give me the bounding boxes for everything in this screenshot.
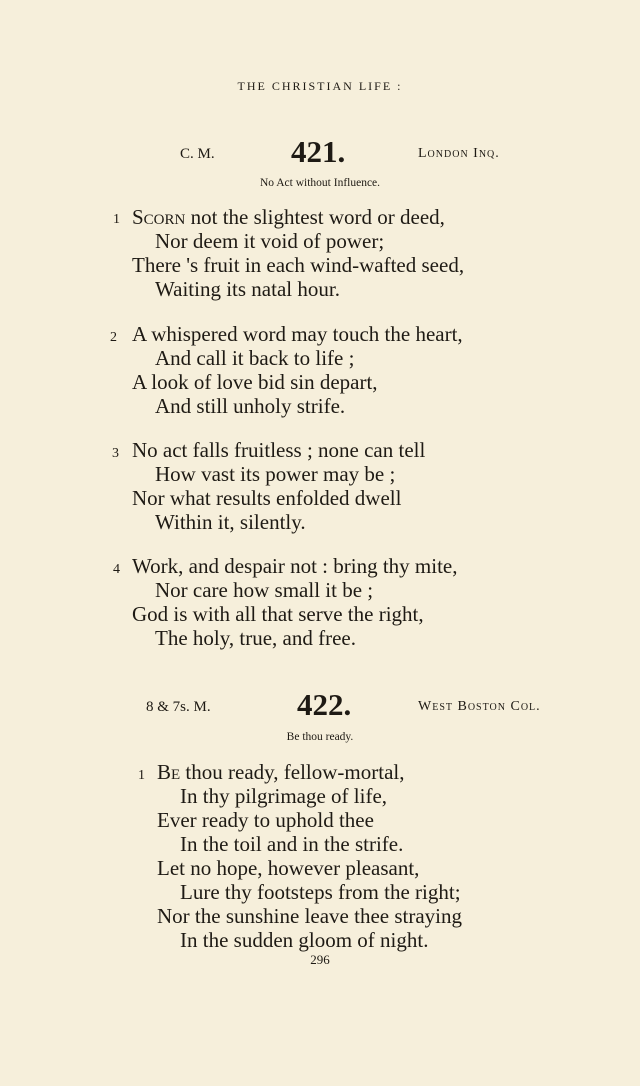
verse-line: The holy, true, and free.	[155, 626, 356, 650]
verse-line: There 's fruit in each wind-wafted seed,	[132, 253, 465, 277]
verse-line: Nor deem it void of power;	[155, 229, 385, 253]
verse-line: A whispered word may touch the heart,	[132, 322, 463, 346]
verse-line: In thy pilgrimage of life,	[180, 784, 388, 808]
hymn-422-meter: 8 & 7s. M.	[146, 699, 211, 715]
hymn-421-header	[0, 134, 640, 169]
verse-line: Within it, silently.	[155, 510, 306, 534]
verse-line: Nor what results enfolded dwell	[132, 486, 402, 510]
hymn-422-subtitle: Be thou ready.	[286, 731, 354, 743]
verse-line: Lure thy footsteps from the right;	[180, 880, 461, 904]
hymn-422-number: 422.	[297, 687, 352, 722]
verse-line: And still unholy strife.	[155, 394, 346, 418]
verse-number: 4	[113, 562, 120, 577]
verse-number: 1	[138, 768, 145, 783]
verse-line: How vast its power may be ;	[155, 462, 396, 486]
hymn-421-subtitle: No Act without Influence.	[259, 177, 381, 189]
page-number: 296	[310, 952, 330, 967]
verse-line: In the toil and in the strife.	[180, 832, 404, 856]
hymn-422-header	[0, 687, 640, 722]
hymn-421-number: 421.	[291, 134, 346, 169]
hymn-421-tune: London Inq.	[418, 146, 500, 161]
verse-line: In the sudden gloom of night.	[180, 928, 429, 952]
verse-number: 3	[112, 446, 119, 461]
verse-number: 2	[110, 330, 117, 345]
first-word: Be	[157, 760, 181, 784]
line-rest: not the slightest word or deed,	[185, 205, 445, 229]
hymn-422-tune: West Boston Col.	[418, 699, 541, 714]
running-head: THE CHRISTIAN LIFE :	[237, 79, 403, 93]
verse-line: Ever ready to uphold thee	[157, 808, 374, 832]
verse-line: And call it back to life ;	[155, 346, 355, 370]
hymn-421-meter: C. M.	[180, 146, 215, 162]
verse-line: A look of love bid sin depart,	[132, 370, 378, 394]
verse-line: Nor care how small it be ;	[155, 578, 374, 602]
line-rest: thou ready, fellow-mortal,	[180, 760, 405, 784]
first-word: Scorn	[132, 205, 186, 229]
verse-line: No act falls fruitless ; none can tell	[132, 438, 426, 462]
verse-line	[132, 205, 445, 229]
verse-line: Nor the sunshine leave thee straying	[157, 904, 462, 928]
verse-line: Waiting its natal hour.	[155, 277, 340, 301]
verse-line: God is with all that serve the right,	[132, 602, 424, 626]
verse-number: 1	[113, 212, 120, 227]
verse-line: Let no hope, however pleasant,	[157, 856, 420, 880]
verse-line: Work, and despair not : bring thy mite,	[132, 554, 458, 578]
verse-line	[157, 760, 405, 784]
